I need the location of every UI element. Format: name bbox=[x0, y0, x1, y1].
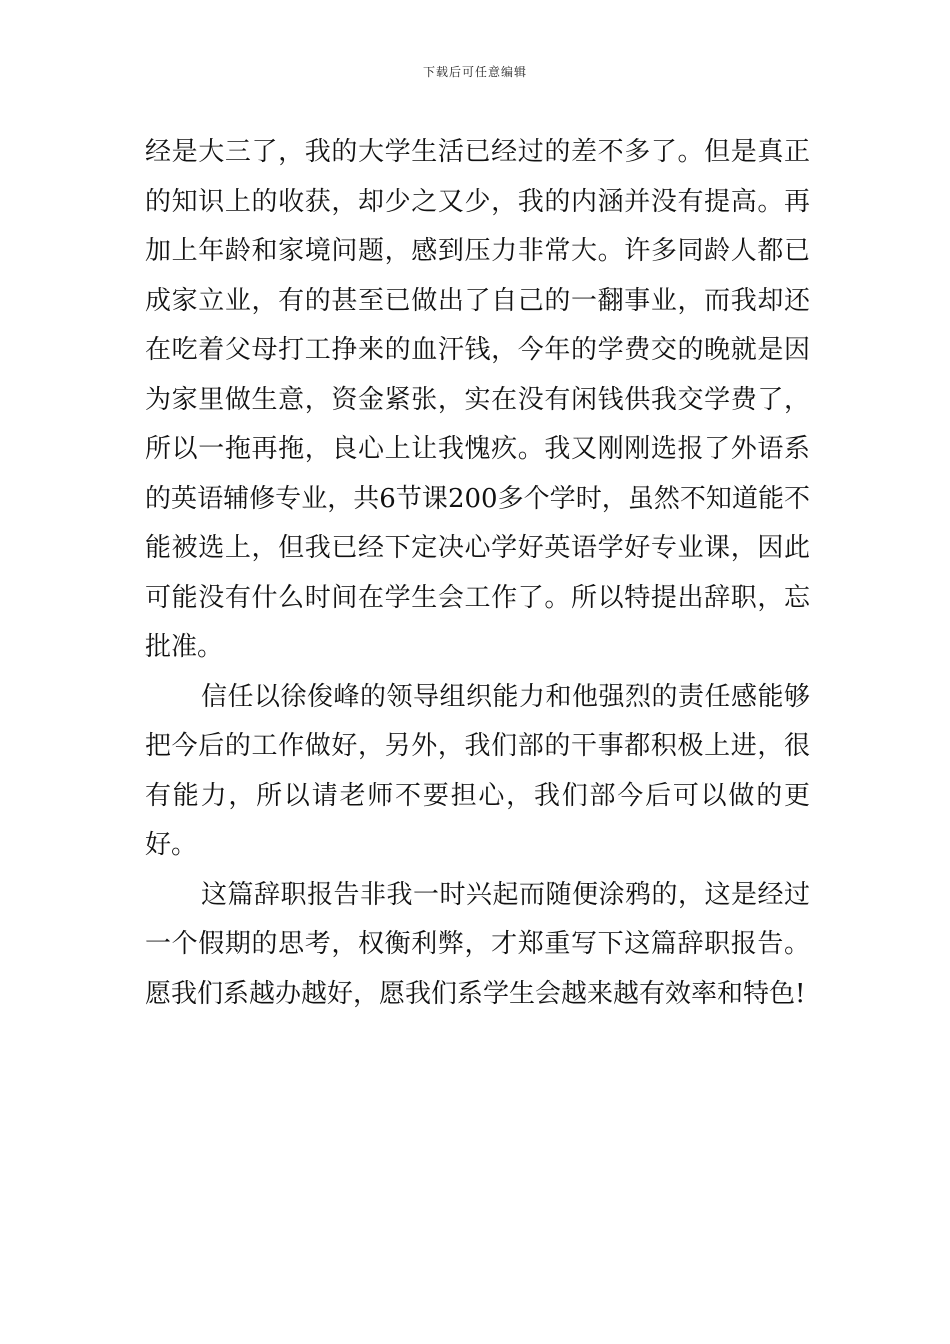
paragraph-2: 信任以徐俊峰的领导组织能力和他强烈的责任感能够把今后的工作做好，另外，我们部的干事都积极上进，很有能力，所以请老师不要担心，我们部今后可以做的更好。 bbox=[145, 681, 810, 860]
page-header: 下载后可任意编辑 bbox=[422, 65, 527, 79]
document-body bbox=[145, 128, 810, 1019]
paragraph-3: 这篇辞职报告非我一时兴起而随便涂鸦的，这是经过一个假期的思考，权衡利弊，才郑重写下这篇辞职报告。愿我们系越办越好，愿我们系学生会越来越有效率和特色! bbox=[145, 879, 810, 1009]
paragraph-1: 经是大三了，我的大学生活已经过的差不多了。但是真正的知识上的收获，却少之又少，我的内涵并没有提高。再加上年龄和家境问题，感到压力非常大。许多同龄人都已成家立业，有的甚至已做出了自己的一翻事业，而我却还在吃着父母打工挣来的血汗钱，今年的学费交的晚就是因为家里做生意，资金紧张，实在没有闲钱供我交学费了，所以一拖再拖，良心上让我愧疚。我又刚刚选报了外语系的英语辅修专业，共6节课200多个学时，虽然不知道能不能被选上，但我已经下定决心学好英语学好专业课，因此可能没有什么时间在学生会工作了。所以特提出辞职，忘批准。 bbox=[145, 137, 810, 662]
